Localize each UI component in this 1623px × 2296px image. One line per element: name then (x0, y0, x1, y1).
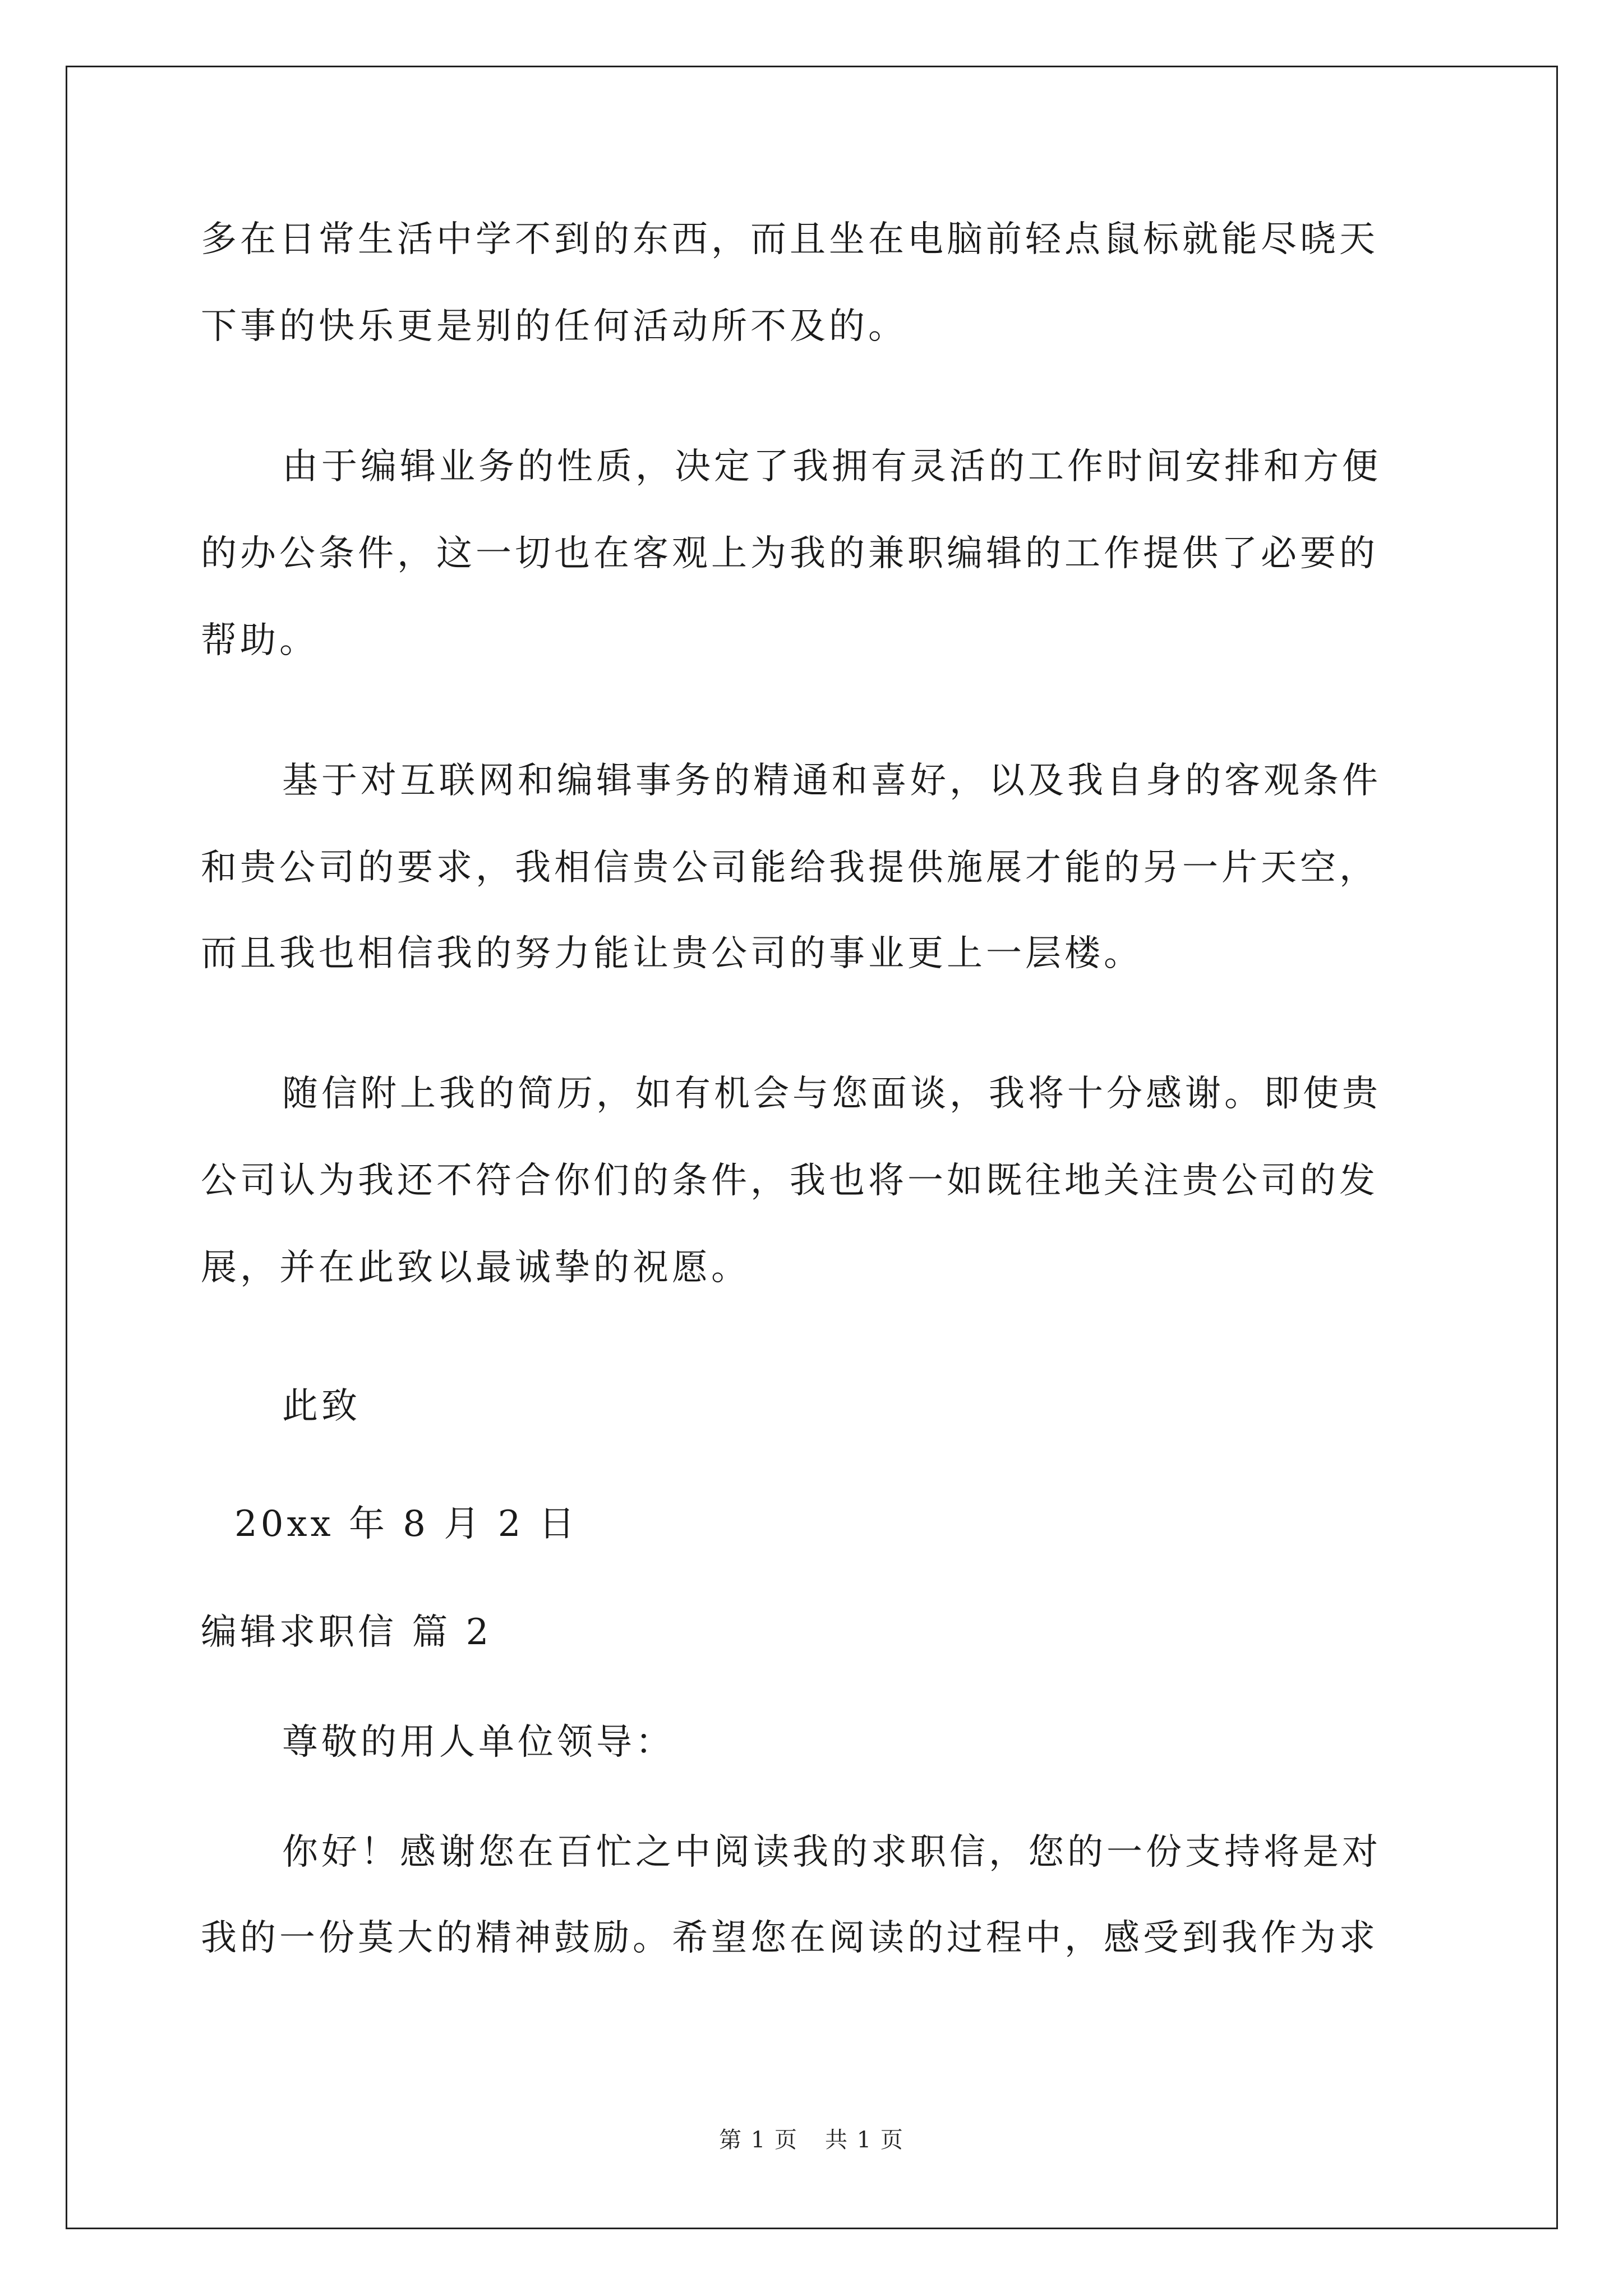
text-line: 由于编辑业务的性质，决定了我拥有灵活的工作时间安排和方便 (282, 446, 1381, 487)
text-line: 而且我也相信我的努力能让贵公司的事业更上一层楼。 (201, 933, 1143, 974)
page-total: 共 1 页 (825, 2127, 904, 2153)
text-line: 你好！感谢您在百忙之中阅读我的求职信，您的一份支持将是对 (282, 1832, 1381, 1873)
text-line: 和贵公司的要求，我相信贵公司能给我提供施展才能的另一片天空， (201, 847, 1378, 889)
page-number: 第 1 页 (719, 2127, 798, 2153)
page-border (66, 66, 1558, 2229)
text-line: 随信附上我的简历，如有机会与您面谈，我将十分感谢。即使贵 (282, 1073, 1381, 1115)
text-line: 公司认为我还不符合你们的条件，我也将一如既往地关注贵公司的发 (201, 1160, 1378, 1202)
salutation: 尊敬的用人单位领导： (282, 1722, 675, 1763)
text-line: 基于对互联网和编辑事务的精通和喜好，以及我自身的客观条件 (282, 760, 1381, 802)
text-line: 我的一份莫大的精神鼓励。希望您在阅读的过程中，感受到我作为求 (201, 1917, 1378, 1959)
section-heading: 编辑求职信 篇 2 (201, 1612, 492, 1653)
page-footer (0, 2126, 1623, 2154)
text-line: 多在日常生活中学不到的东西，而且坐在电脑前轻点鼠标就能尽晓天 (201, 219, 1378, 260)
text-line: 的办公条件，这一切也在客观上为我的兼职编辑的工作提供了必要的 (201, 533, 1378, 574)
text-line: 帮助。 (201, 620, 319, 661)
text-line: 展，并在此致以最诚挚的祝愿。 (201, 1247, 750, 1289)
date-line: 20xx 年 8 月 2 日 (234, 1503, 578, 1545)
closing-line: 此致 (282, 1386, 361, 1427)
text-line: 下事的快乐更是别的任何活动所不及的。 (201, 306, 907, 347)
